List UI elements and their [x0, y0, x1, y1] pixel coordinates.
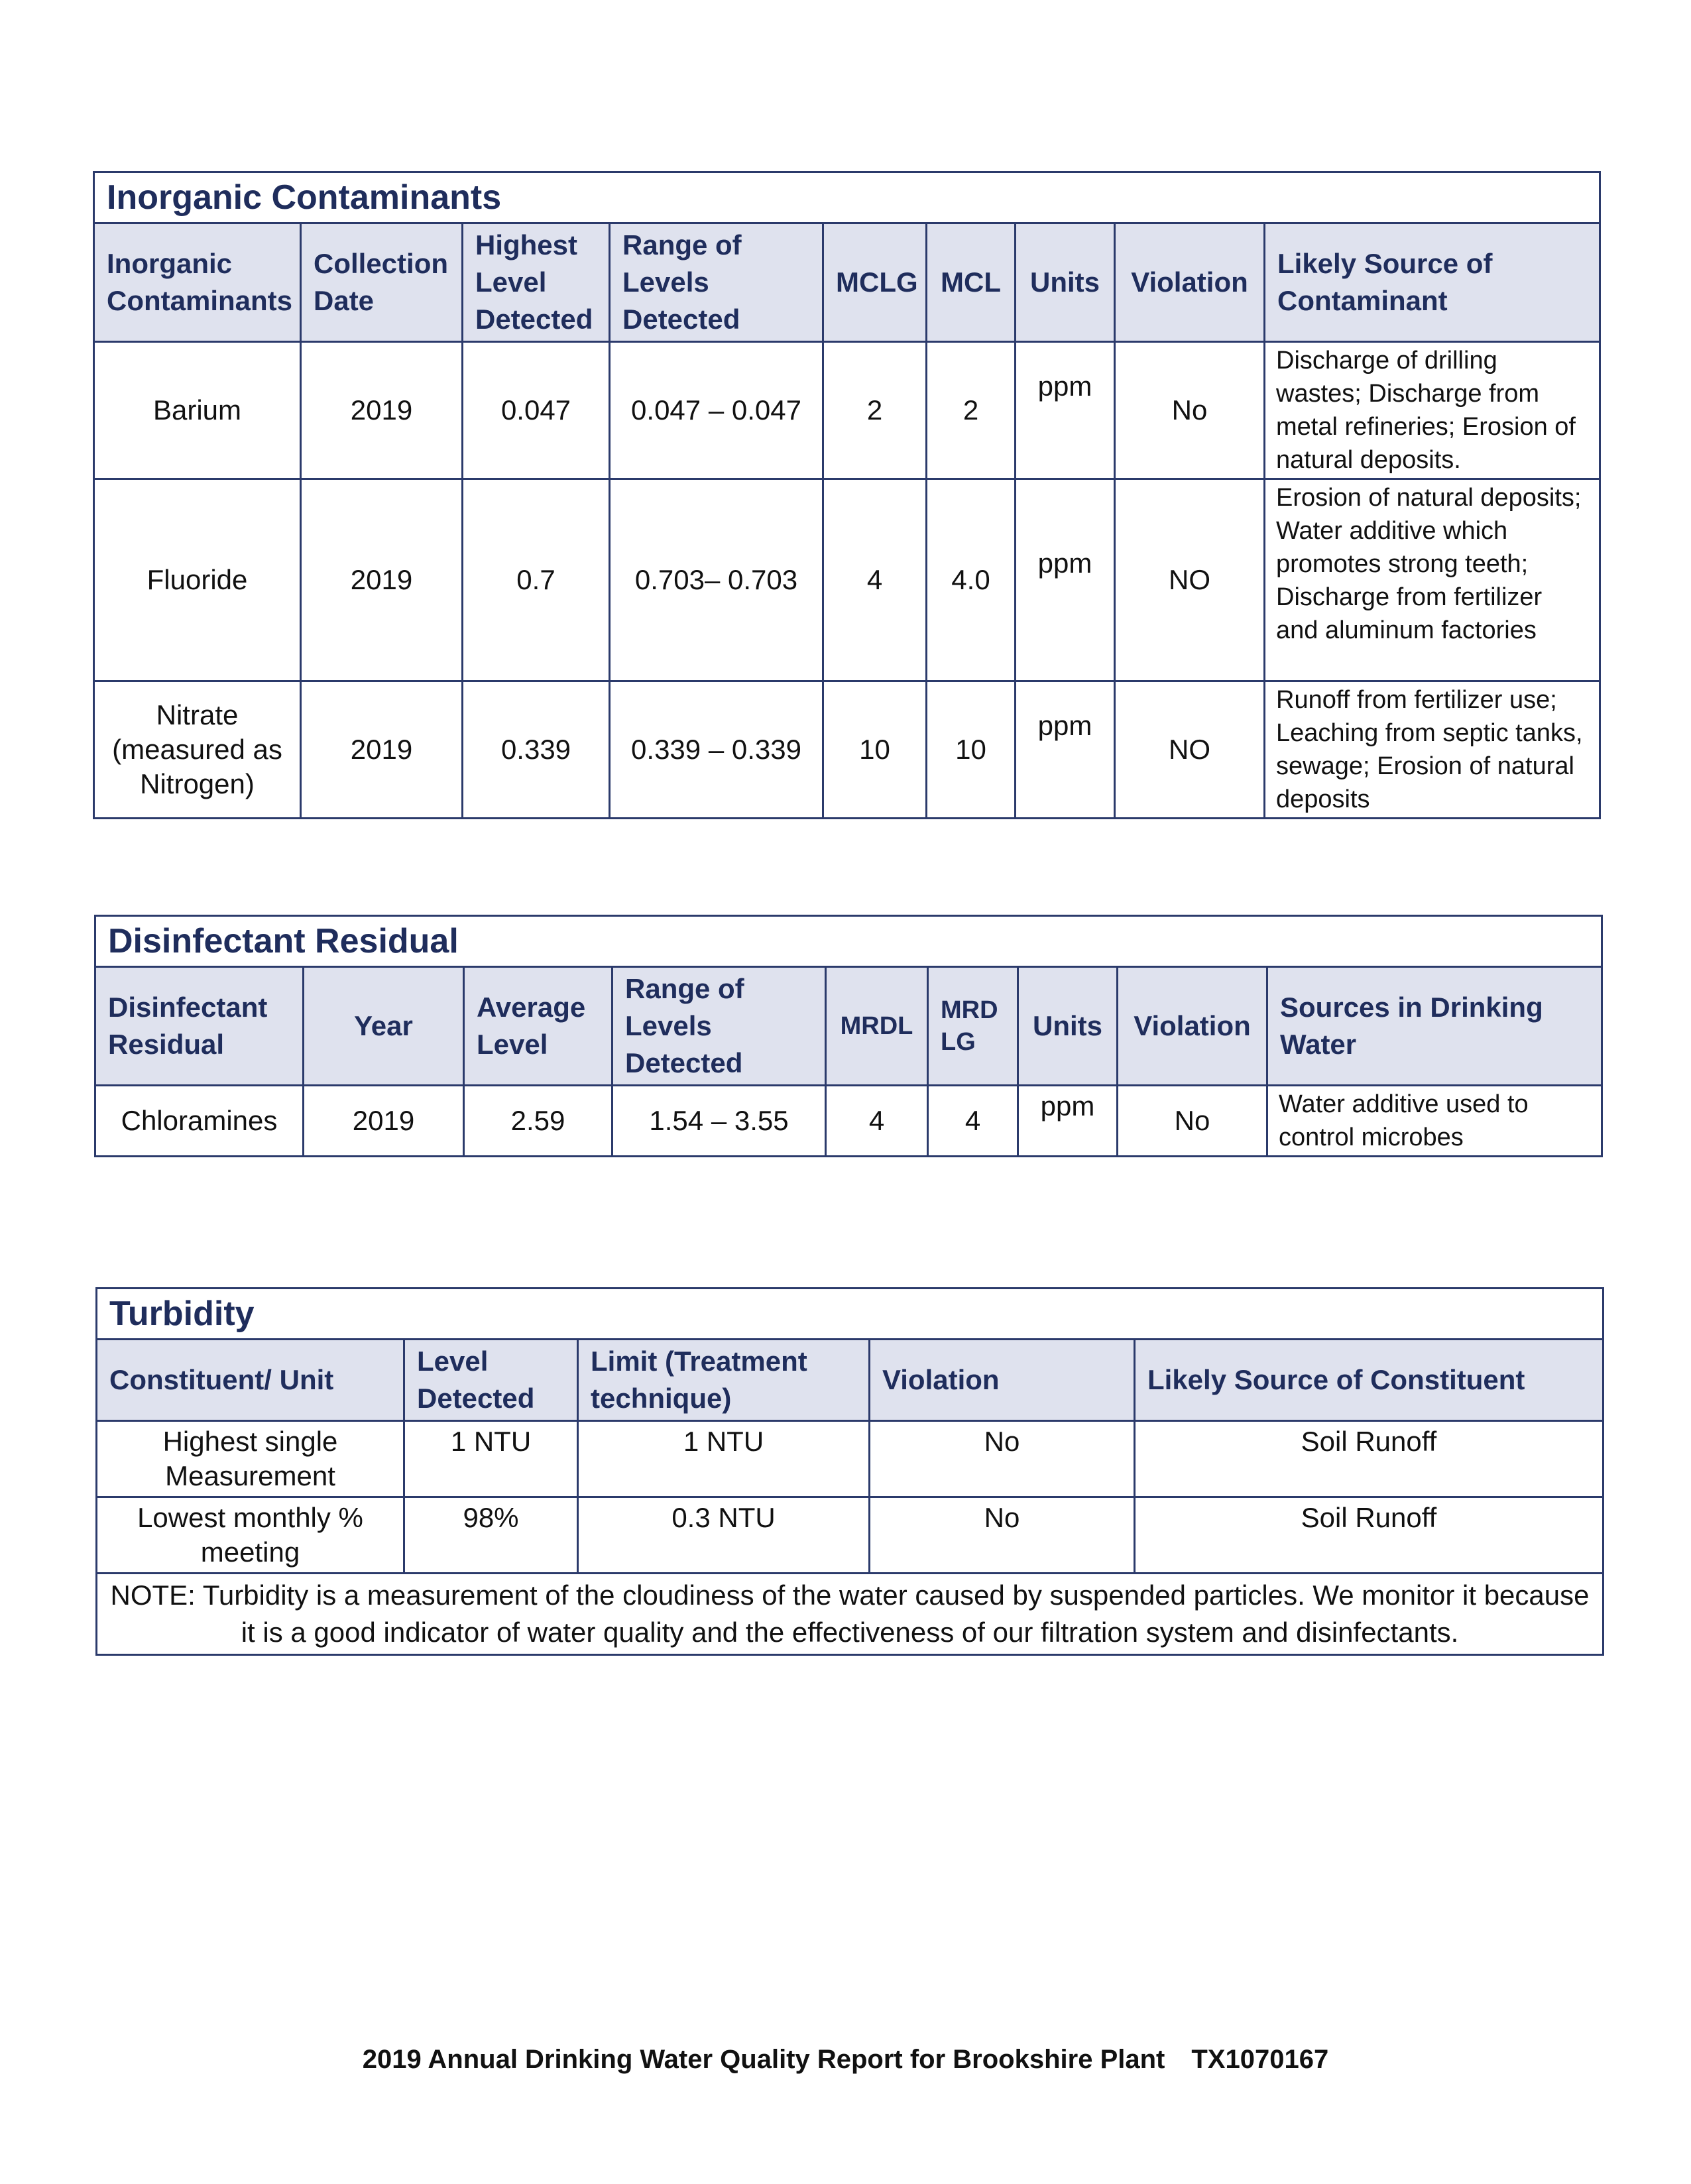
turbidity-header-row — [97, 1340, 1604, 1421]
mcl: 2 — [927, 342, 1016, 479]
violation: No — [1115, 342, 1265, 479]
col-header: Year — [304, 967, 464, 1086]
col-header: Highest Level Detected — [463, 223, 610, 342]
highest-level: 0.047 — [463, 342, 610, 479]
mcl: 10 — [927, 681, 1016, 819]
col-header: Violation — [1118, 967, 1267, 1086]
violation: NO — [1115, 479, 1265, 681]
col-header: MCLG — [823, 223, 927, 342]
col-header: Sources in Drinking Water — [1267, 967, 1602, 1086]
col-header: Units — [1016, 223, 1115, 342]
mclg: 2 — [823, 342, 927, 479]
col-header: MCL — [927, 223, 1016, 342]
inorganic-contaminants-section — [93, 171, 1601, 819]
col-header: Range of Levels Detected — [610, 223, 823, 342]
report-title: 2019 Annual Drinking Water Quality Report for Brookshire Plant — [362, 2045, 1165, 2074]
range-detected: 0.047 – 0.047 — [610, 342, 823, 479]
violation: No — [1118, 1086, 1267, 1157]
disinfectant-residual-table — [94, 915, 1603, 1157]
col-header: Likely Source of Constituent — [1135, 1340, 1604, 1421]
col-header: Violation — [870, 1340, 1135, 1421]
mcl: 4.0 — [927, 479, 1016, 681]
violation: NO — [1115, 681, 1265, 819]
highest-level: 0.7 — [463, 479, 610, 681]
likely-source: Discharge of drilling wastes; Discharge from metal refineries; Erosion of natural deposits. — [1265, 342, 1600, 479]
col-header: Disinfectant Residual — [95, 967, 304, 1086]
table-row — [94, 342, 1600, 479]
limit: 1 NTU — [578, 1421, 870, 1497]
table-row — [97, 1421, 1604, 1497]
disinfectant-header-row — [95, 967, 1602, 1086]
table-row — [95, 1086, 1602, 1157]
turbidity-note: NOTE: Turbidity is a measurement of the cloudiness of the water caused by suspended particles. We monitor it because it is a good indicator of water quality and the effectiveness of our filtration system and disinfectants. — [97, 1574, 1604, 1655]
mrdl: 4 — [826, 1086, 928, 1157]
table-row — [94, 681, 1600, 819]
units: ppm — [1016, 479, 1115, 681]
col-header: Average Level — [464, 967, 612, 1086]
constituent: Lowest monthly % meeting — [97, 1497, 404, 1574]
col-header: Constituent/ Unit — [97, 1340, 404, 1421]
average-level: 2.59 — [464, 1086, 612, 1157]
col-header: Range of Levels Detected — [612, 967, 826, 1086]
constituent: Highest single Measurement — [97, 1421, 404, 1497]
mrdlg: 4 — [928, 1086, 1018, 1157]
source-in-water: Water additive used to control microbes — [1267, 1086, 1602, 1157]
likely-source: Runoff from fertilizer use; Leaching from septic tanks, sewage; Erosion of natural deposits — [1265, 681, 1600, 819]
table-row — [97, 1497, 1604, 1574]
violation: No — [870, 1421, 1135, 1497]
mclg: 10 — [823, 681, 927, 819]
system-id: TX1070167 — [1191, 2045, 1329, 2074]
disinfectant-name: Chloramines — [95, 1086, 304, 1157]
turbidity-table — [95, 1287, 1604, 1656]
col-header: Likely Source of Contaminant — [1265, 223, 1600, 342]
range-detected: 0.339 – 0.339 — [610, 681, 823, 819]
likely-source: Soil Runoff — [1135, 1497, 1604, 1574]
likely-source: Soil Runoff — [1135, 1421, 1604, 1497]
units: ppm — [1018, 1086, 1118, 1157]
col-header: Collection Date — [301, 223, 463, 342]
report-footer — [0, 2045, 1691, 2075]
turbidity-section — [95, 1287, 1604, 1656]
highest-level: 0.339 — [463, 681, 610, 819]
violation: No — [870, 1497, 1135, 1574]
col-header: MRDL — [826, 967, 928, 1086]
mclg: 4 — [823, 479, 927, 681]
turbidity-title: Turbidity — [97, 1289, 1604, 1340]
col-header: MRD LG — [928, 967, 1018, 1086]
contaminant-name: Nitrate (measured as Nitrogen) — [94, 681, 301, 819]
collection-date: 2019 — [301, 479, 463, 681]
col-header: Violation — [1115, 223, 1265, 342]
level-detected: 1 NTU — [404, 1421, 578, 1497]
collection-date: 2019 — [301, 342, 463, 479]
range-detected: 0.703– 0.703 — [610, 479, 823, 681]
disinfectant-residual-section — [94, 915, 1603, 1157]
inorganic-title: Inorganic Contaminants — [94, 172, 1600, 223]
inorganic-contaminants-table — [93, 171, 1601, 819]
table-row — [94, 479, 1600, 681]
col-header: Limit (Treatment technique) — [578, 1340, 870, 1421]
likely-source: Erosion of natural deposits; Water additive which promotes strong teeth; Discharge from fertilizer and aluminum factories — [1265, 479, 1600, 681]
limit: 0.3 NTU — [578, 1497, 870, 1574]
level-detected: 98% — [404, 1497, 578, 1574]
contaminant-name: Fluoride — [94, 479, 301, 681]
range-detected: 1.54 – 3.55 — [612, 1086, 826, 1157]
contaminant-name: Barium — [94, 342, 301, 479]
year: 2019 — [304, 1086, 464, 1157]
col-header: Level Detected — [404, 1340, 578, 1421]
inorganic-header-row — [94, 223, 1600, 342]
units: ppm — [1016, 681, 1115, 819]
disinfectant-title: Disinfectant Residual — [95, 916, 1602, 967]
col-header: Inorganic Contaminants — [94, 223, 301, 342]
collection-date: 2019 — [301, 681, 463, 819]
col-header: Units — [1018, 967, 1118, 1086]
units: ppm — [1016, 342, 1115, 479]
